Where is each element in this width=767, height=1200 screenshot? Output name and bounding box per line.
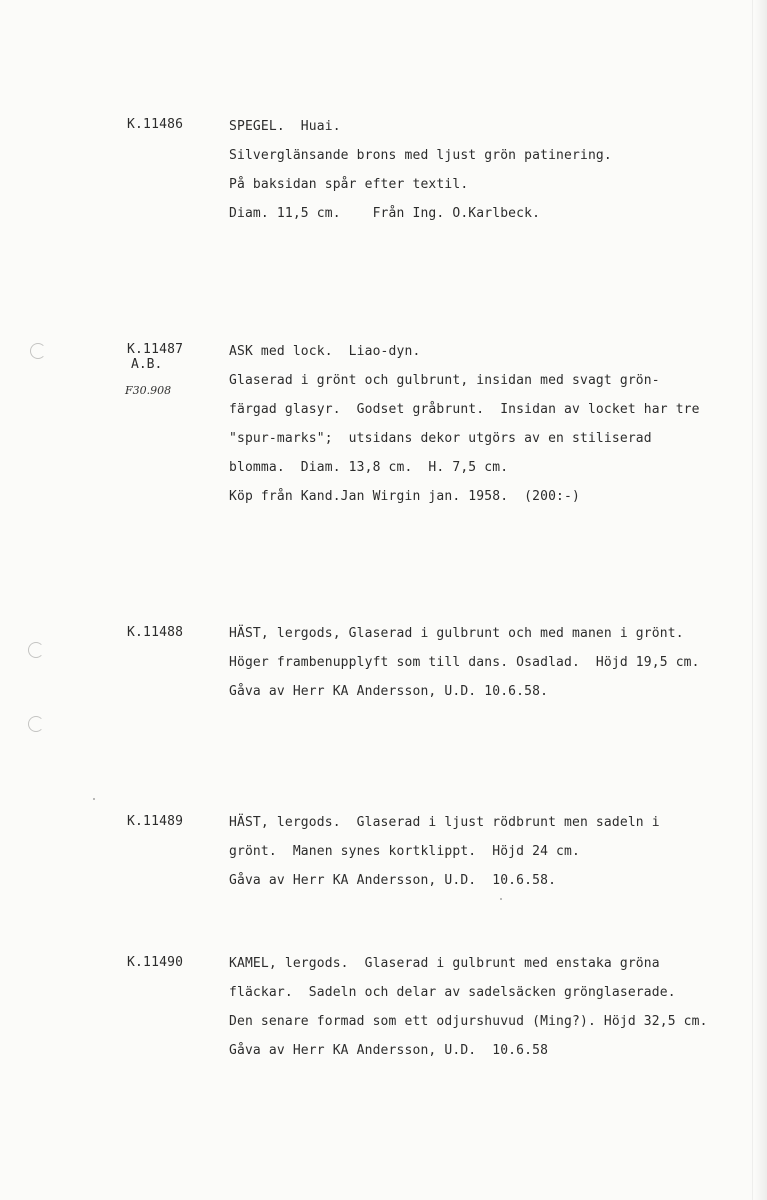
- description-line: ASK med lock. Liao-dyn.: [229, 344, 421, 359]
- catalog-number-column: [127, 955, 222, 970]
- description-line: "spur-marks"; utsidans dekor utgörs av en stiliserad: [229, 431, 652, 446]
- description-line: Den senare formad som ett odjurshuvud (Ming?). Höjd 32,5 cm.: [229, 1014, 708, 1029]
- punch-hole-mark: [28, 716, 44, 732]
- catalog-number: K.11486: [127, 117, 184, 132]
- description-line: färgad glasyr. Godset gråbrunt. Insidan av locket har tre: [229, 402, 700, 417]
- description-line: HÄST, lergods, Glaserad i gulbrunt och med manen i grönt.: [229, 626, 684, 641]
- entry-description: [229, 619, 744, 706]
- entry-description: [229, 112, 744, 228]
- description-line: fläckar. Sadeln och delar av sadelsäcken grönglaserade.: [229, 985, 676, 1000]
- entry-description: [229, 808, 744, 895]
- catalog-number: K.11489: [127, 814, 184, 829]
- entry-description: [229, 337, 744, 511]
- paper-speck: [93, 798, 95, 800]
- description-line: På baksidan spår efter textil.: [229, 177, 469, 192]
- description-line: Glaserad i grönt och gulbrunt, insidan med svagt grön-: [229, 373, 660, 388]
- catalog-number-column: [127, 814, 222, 829]
- catalog-number-column: [127, 342, 222, 397]
- page-edge-shadow: [755, 0, 767, 1200]
- description-line: HÄST, lergods. Glaserad i ljust rödbrunt men sadeln i: [229, 815, 660, 830]
- catalog-number: K.11487: [127, 342, 184, 357]
- description-line: Diam. 11,5 cm. Från Ing. O.Karlbeck.: [229, 206, 541, 221]
- punch-hole-mark: [28, 642, 44, 658]
- catalog-number-column: [127, 117, 222, 132]
- paper-speck: [500, 898, 502, 900]
- catalog-number-column: [127, 625, 222, 640]
- page-edge-line: [752, 0, 753, 1200]
- entry-description: [229, 949, 744, 1065]
- description-line: grönt. Manen synes kortklippt. Höjd 24 cm.: [229, 844, 580, 859]
- description-line: blomma. Diam. 13,8 cm. H. 7,5 cm.: [229, 460, 509, 475]
- description-line: KAMEL, lergods. Glaserad i gulbrunt med enstaka gröna: [229, 956, 660, 971]
- description-line: Höger frambenupplyft som till dans. Osadlad. Höjd 19,5 cm.: [229, 655, 700, 670]
- catalog-number: K.11490: [127, 955, 184, 970]
- description-line: Silverglänsande brons med ljust grön patinering.: [229, 148, 612, 163]
- handwritten-note: F30.908: [125, 384, 172, 397]
- description-line: Gåva av Herr KA Andersson, U.D. 10.6.58.: [229, 873, 557, 888]
- description-line: SPEGEL. Huai.: [229, 119, 341, 134]
- catalog-number: K.11488: [127, 625, 184, 640]
- description-line: Gåva av Herr KA Andersson, U.D. 10.6.58: [229, 1043, 549, 1058]
- catalog-sub-number: A.B.: [131, 357, 163, 372]
- punch-hole-mark: [30, 343, 46, 359]
- description-line: Köp från Kand.Jan Wirgin jan. 1958. (200:-): [229, 489, 580, 504]
- description-line: Gåva av Herr KA Andersson, U.D. 10.6.58.: [229, 684, 549, 699]
